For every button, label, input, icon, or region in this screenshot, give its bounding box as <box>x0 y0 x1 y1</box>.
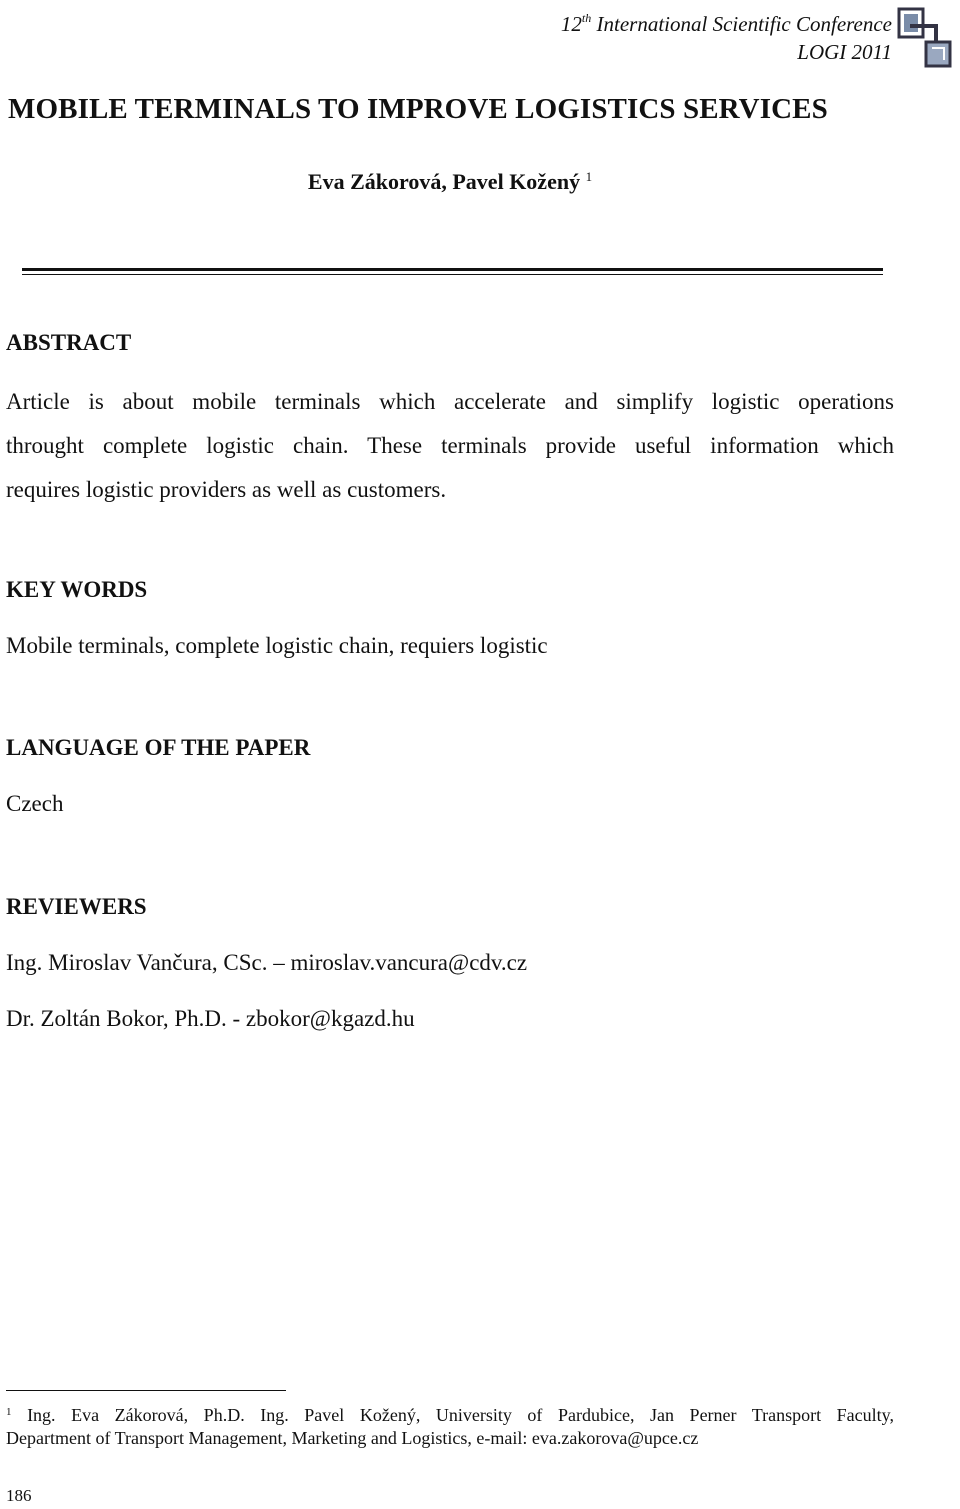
conference-ordinal: 12 <box>560 12 582 36</box>
footnote-text-2: Department of Transport Management, Marketing and Logistics, e-mail: eva.zakorova@upce.cz <box>6 1428 699 1448</box>
reviewer-item: Ing. Miroslav Vančura, CSc. – miroslav.vancura@cdv.cz <box>6 950 528 975</box>
abstract-line: throught complete logistic chain. These terminals provide useful information which <box>6 433 894 458</box>
footnote-mark: 1 <box>6 1406 12 1418</box>
keywords-heading: KEY WORDS <box>6 577 148 602</box>
author-footnote-mark: 1 <box>585 169 593 184</box>
title-rule-thick <box>22 268 883 271</box>
conference-line-1 <box>561 4 892 38</box>
abstract-line: requires logistic providers as well as customers. <box>6 477 447 502</box>
abstract-body <box>6 380 894 512</box>
abstract-heading: ABSTRACT <box>6 330 132 355</box>
footnote <box>6 1401 894 1450</box>
abstract-line: Article is about mobile terminals which accelerate and simplify logistic operations <box>6 389 894 414</box>
page-number: 186 <box>6 1486 32 1505</box>
reviewer-item: Dr. Zoltán Bokor, Ph.D. - zbokor@kgazd.hu <box>6 1006 415 1031</box>
footnote-rule <box>6 1390 286 1391</box>
paper-title: MOBILE TERMINALS TO IMPROVE LOGISTICS SERVICES <box>8 93 828 125</box>
conference-ordinal-suffix: th <box>581 11 592 25</box>
conference-name: International Scientific Conference <box>596 12 892 36</box>
logi-logo-icon <box>896 6 954 70</box>
language-text: Czech <box>6 791 64 816</box>
title-rule-thin <box>22 274 883 275</box>
conference-short: LOGI 2011 <box>797 40 892 64</box>
reviewers-heading: REVIEWERS <box>6 894 147 919</box>
author-names: Eva Zákorová, Pavel Kožený <box>307 169 581 194</box>
footnote-line-1 <box>6 1401 894 1427</box>
conference-header <box>561 4 892 66</box>
paper-authors <box>0 169 900 195</box>
language-heading: LANGUAGE OF THE PAPER <box>6 735 311 760</box>
keywords-text: Mobile terminals, complete logistic chain, requiers logistic <box>6 633 548 658</box>
footnote-text-1: Ing. Eva Zákorová, Ph.D. Ing. Pavel Kožený, University of Pardubice, Jan Perner Transport Faculty, <box>27 1405 894 1425</box>
